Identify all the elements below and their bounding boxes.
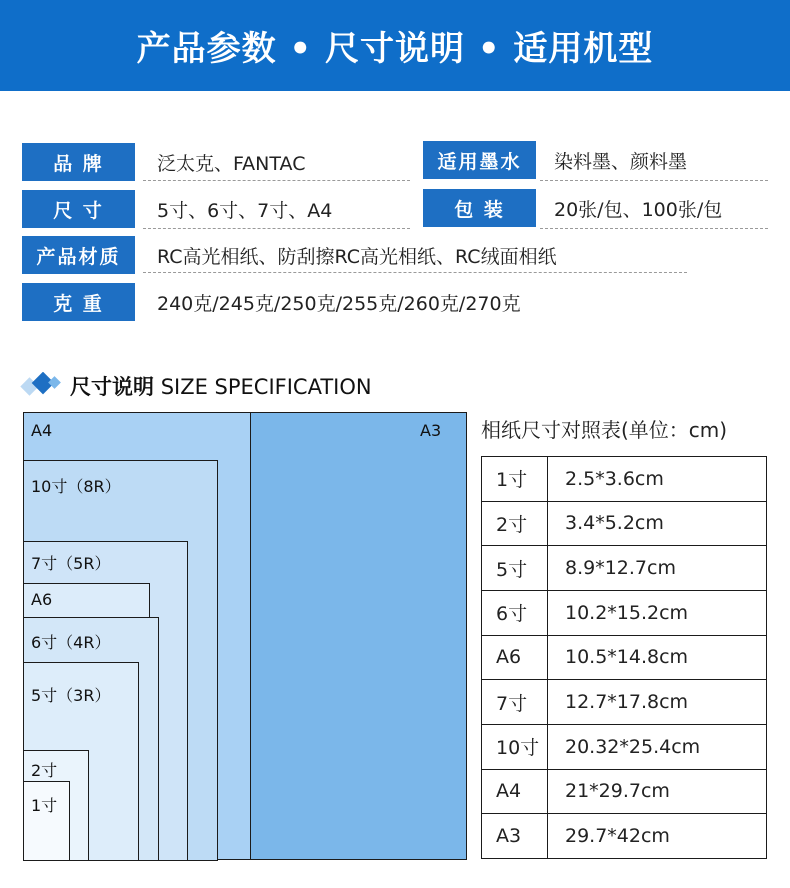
section-title xyxy=(70,371,372,401)
section-title-en: SIZE SPECIFICATION xyxy=(160,375,372,399)
size-name-cell: 10寸 xyxy=(482,724,548,769)
size-name-cell: 6寸 xyxy=(482,590,548,635)
size-value-cell: 12.7*17.8cm xyxy=(548,680,767,725)
table-row xyxy=(482,546,767,591)
size-value-cell: 20.32*25.4cm xyxy=(548,724,767,769)
size-value-cell: 21*29.7cm xyxy=(548,769,767,814)
weight-label: 克 重 xyxy=(22,283,135,321)
label-5r: 5寸（3R） xyxy=(31,686,111,705)
weight-value: 240克/245克/250克/255克/260克/270克 xyxy=(157,292,521,315)
size-name-cell: 2寸 xyxy=(482,501,548,546)
pack-value: 20张/包、100张/包 xyxy=(554,198,723,221)
size-name-cell: 5寸 xyxy=(482,546,548,591)
size-value-cell: 2.5*3.6cm xyxy=(548,457,767,502)
size-value-cell: 3.4*5.2cm xyxy=(548,501,767,546)
size-name-cell: A4 xyxy=(482,769,548,814)
size-name-cell: A3 xyxy=(482,814,548,859)
header-banner xyxy=(0,0,790,91)
table-row xyxy=(482,814,767,859)
ink-label: 适用墨水 xyxy=(423,141,536,179)
size-name-cell: 7寸 xyxy=(482,680,548,725)
size-value: 5寸、6寸、7寸、A4 xyxy=(157,199,333,222)
divider xyxy=(540,228,768,229)
size-name-cell: 1寸 xyxy=(482,457,548,502)
table-row xyxy=(482,501,767,546)
size-rect-a3 xyxy=(249,412,467,860)
brand-label: 品 牌 xyxy=(22,143,135,181)
label-1r: 1寸 xyxy=(31,796,58,815)
table-row xyxy=(482,590,767,635)
size-label: 尺 寸 xyxy=(22,190,135,228)
size-table-caption: 相纸尺寸对照表(单位：cm) xyxy=(481,418,728,442)
size-value-cell: 8.9*12.7cm xyxy=(548,546,767,591)
size-value-cell: 10.5*14.8cm xyxy=(548,635,767,680)
size-value-cell: 29.7*42cm xyxy=(548,814,767,859)
divider xyxy=(143,228,410,229)
table-row xyxy=(482,769,767,814)
label-6r: 6寸（4R） xyxy=(31,633,111,652)
label-7r: 7寸（5R） xyxy=(31,554,111,573)
page-title: 产品参数 • 尺寸说明 • 适用机型 xyxy=(136,29,654,69)
table-row xyxy=(482,457,767,502)
size-value-cell: 10.2*15.2cm xyxy=(548,590,767,635)
table-row xyxy=(482,635,767,680)
pack-label: 包 装 xyxy=(423,189,536,227)
brand-value: 泛太克、FANTAC xyxy=(157,152,306,175)
section-title-cn: 尺寸说明 xyxy=(70,375,154,399)
size-table xyxy=(481,456,767,859)
label-a4: A4 xyxy=(31,421,53,440)
divider xyxy=(143,180,410,181)
diamond-squares-icon xyxy=(20,372,64,398)
label-a3: A3 xyxy=(420,421,442,440)
size-name-cell: A6 xyxy=(482,635,548,680)
table-row xyxy=(482,724,767,769)
table-row xyxy=(482,680,767,725)
ink-value: 染料墨、颜料墨 xyxy=(554,150,688,173)
label-2r: 2寸 xyxy=(31,761,58,780)
label-10r: 10寸（8R） xyxy=(31,477,121,496)
material-value: RC高光相纸、防刮擦RC高光相纸、RC绒面相纸 xyxy=(157,245,557,268)
divider xyxy=(143,272,687,273)
label-a6: A6 xyxy=(31,590,53,609)
divider xyxy=(540,180,768,181)
material-label: 产品材质 xyxy=(22,236,135,274)
